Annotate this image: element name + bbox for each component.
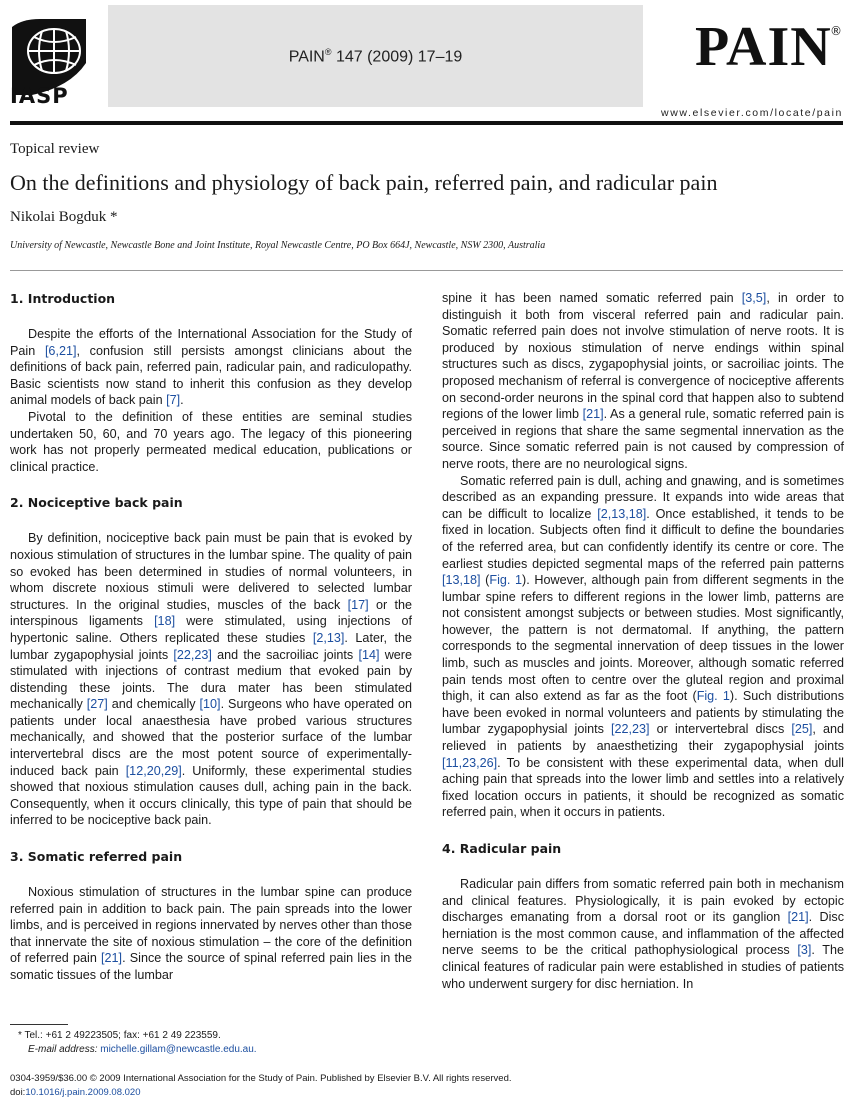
legal-footer (10, 1072, 512, 1100)
header-rule (10, 121, 843, 125)
doi-link[interactable]: 10.1016/j.pain.2009.08.020 (25, 1087, 141, 1098)
citation-link[interactable]: [3,5] (741, 291, 767, 305)
paragraph: By definition, nociceptive back pain must be pain that is evoked by noxious stimulation of structures in the lumbar spine. The quality of pain so evoked has been determined in studies of normal volunteers, in whom discrete noxious stimuli were delivered to selected lumbar structures. In the original studies, muscles of the back [17] or the interspinous ligaments [18] were stimulated, using injections of hypertonic saline. Others replicated these studies [2,13]. Later, the lumbar zygapophysial joints [22,23] and the sacroiliac joints [14] were stimulated with injections of contrast medium that evoked pain by distending these joints. The dura mater has been stimulated mechanically [27] and chemically [10]. Surgeons who have operated on patients under local anaesthesia have probed various structures mechanically, and showed that the posterior surface of the lumbar intervertebral discs are the most potent source of experimentally-induced back pain [12,20,29]. Uniformly, these experimental studies showed that noxious stimulation causes dull, aching pain in the back. Consequently, when it occurs clinically, this type of pain that should be inferred to be nociceptive back pain. (10, 531, 413, 828)
footnote-rule (10, 1024, 68, 1025)
paragraph: Noxious stimulation of structures in the lumbar spine can produce referred pain in addition to back pain. The pain spreads into the lower limbs, and is perceived in regions innervated by nerves other than those that innervate the site of noxious stimulation – the core of the definition of referred pain [21]. Since the source of spinal referred pain lies in the somatic tissues of the lumbar (10, 885, 412, 982)
doi-label: doi: (10, 1087, 26, 1098)
citation-link[interactable]: [27] (86, 697, 108, 712)
section-heading-nociceptive: 2. Nociceptive back pain (10, 495, 183, 511)
copyright-line: 0304-3959/$36.00 © 2009 International Association for the Study of Pain. Published by Elsevier B.V. All rights reserved. (10, 1073, 512, 1084)
citation-link[interactable]: [3] (797, 943, 812, 958)
journal-banner (108, 5, 643, 107)
citation-link[interactable]: [10] (199, 697, 221, 712)
citation-link[interactable]: [11,23,26] (442, 755, 498, 770)
section-heading-radicular: 4. Radicular pain (442, 841, 562, 856)
footnote-contact: * Tel.: +61 2 49223505; fax: +61 2 49 223559. (18, 1030, 221, 1041)
email-link[interactable]: michelle.gillam@newcastle.edu.au. (100, 1044, 257, 1055)
citation-link[interactable]: [22,23] (173, 647, 212, 662)
journal-brand: PAIN (695, 16, 832, 78)
section-heading-introduction: 1. Introduction (10, 291, 116, 306)
figure-link[interactable]: Fig. 1 (696, 689, 730, 704)
paragraph: Pivotal to the definition of these entities are seminal studies undertaken 50, 60, and 70 years ago. The legacy of this pioneering work has not properly permeated medical education, publications or clinical practice. (10, 409, 412, 474)
citation-link[interactable]: [25] (791, 722, 813, 737)
title-divider (10, 270, 843, 271)
article-author: Nikolai Bogduk * (10, 209, 118, 225)
citation-link[interactable]: [2,13] (312, 630, 345, 645)
paragraph: spine it has been named somatic referred pain [3,5], in order to distinguish it both from visceral referred pain and radicular pain. Somatic referred pain does not involve stimulation of nerve roots. It is produced by noxious stimulation of nerve endings within spinal structures such as discs, zygapophysial joints, or sacroiliac joints. The proposed mechanism of referral is convergence of nociceptive afferents on second-order neurons in the spinal cord that happen also to subtend regions of the lower limb [21]. As a general rule, somatic referred pain is perceived in regions that share the same segmental innervation as the source. Since somatic referred pain is not caused by compression of nerve roots, there are no neurological signs. (442, 291, 844, 471)
section-heading-somatic: 3. Somatic referred pain (10, 849, 183, 865)
citation-link[interactable]: [21] (101, 951, 123, 966)
citation-link[interactable]: [6,21] (44, 343, 77, 358)
article-title: On the definitions and physiology of back pain, referred pain, and radicular pain (10, 170, 718, 195)
left-column (10, 290, 412, 984)
citation-link[interactable]: [2,13,18] (597, 506, 647, 521)
citation-link[interactable]: [12,20,29] (125, 763, 182, 778)
citation-link[interactable]: [7] (166, 393, 181, 408)
paragraph: Radicular pain differs from somatic referred pain both in mechanism and clinical features. Physiologically, it is pain evoked by ectopic discharges emanating from a dorsal root or its ganglion [21]. Disc herniation is the most common cause, and inflammation of the affected nerve seems to be the critical pathophysiological process [3]. The clinical features of radicular pain were established in studies of patients who underwent surgery for disc herniation. In (442, 877, 845, 991)
citation-link[interactable]: [21] (787, 910, 809, 925)
article-affiliation: University of Newcastle, Newcastle Bone and Joint Institute, Royal Newcastle Centre, PO Box 664J, Newcastle, NSW 2300, Australia (10, 240, 546, 251)
citation-link[interactable]: [14] (358, 647, 380, 662)
journal-url[interactable]: www.elsevier.com/locate/pain (661, 107, 843, 119)
article-type: Topical review (10, 141, 100, 157)
citation-link[interactable]: [22,23] (611, 722, 650, 737)
paragraph: Somatic referred pain is dull, aching and gnawing, and is sometimes described as an expanding pressure. It expands into wide areas that can be difficult to localize [2,13,18]. Once established, it tends to be fixed in location. Subjects often find it difficult to define the boundaries of the referred area, but can confidently identify its centre or core. The earliest studies depicted segmental maps of the referred pain patterns [13,18] (Fig. 1). However, although pain from different segments in the lumbar spine refers to different regions in the lower limb, patterns are not consistent amongst subjects or between studies. Most significantly, however, the pattern is not dermatomal. If anything, the pattern corresponds to the segmental innervation of deep tissues in the lower limb, such as muscles and joints. Moreover, although somatic referred pain tends most often to centre over the gluteal region and proximal thigh, it can also extend as far as the foot (Fig. 1). Such distributions have been evoked in normal volunteers and patients by stimulating the lumbar zygapophysial joints [22,23] or intervertebral discs [25], and relieved in patients by anaesthetizing their zygapophysial joints [11,23,26]. To be consistent with these experimental data, when dull aching pain that spreads into the lower limb and settles into a relatively fixed location occurs in patients, it should be recognized as somatic referred pain, when it occurs in patients. (442, 473, 844, 820)
citation-link[interactable]: [17] (347, 597, 369, 612)
journal-brand-reg: ® (830, 24, 842, 38)
citation-link[interactable]: [13,18] (442, 573, 481, 588)
citation-link[interactable]: [18] (154, 614, 176, 629)
logo-text: IASP (10, 84, 69, 108)
right-column (442, 290, 844, 992)
email-label: E-mail address: (28, 1044, 98, 1055)
journal-citation: PAIN® 147 (2009) 17–19 (288, 47, 463, 66)
citation-link[interactable]: [21] (582, 407, 604, 422)
footnote (18, 1029, 257, 1057)
paragraph: Despite the efforts of the International Association for the Study of Pain [6,21], confusion still persists amongst clinicians about the definitions of back pain, referred pain, radicular pain, and radiculopathy. Basic scientists now stand to inherit this confusion as they develop animal models of back pain [7]. (10, 327, 412, 408)
figure-link[interactable]: Fig. 1 (489, 573, 523, 588)
